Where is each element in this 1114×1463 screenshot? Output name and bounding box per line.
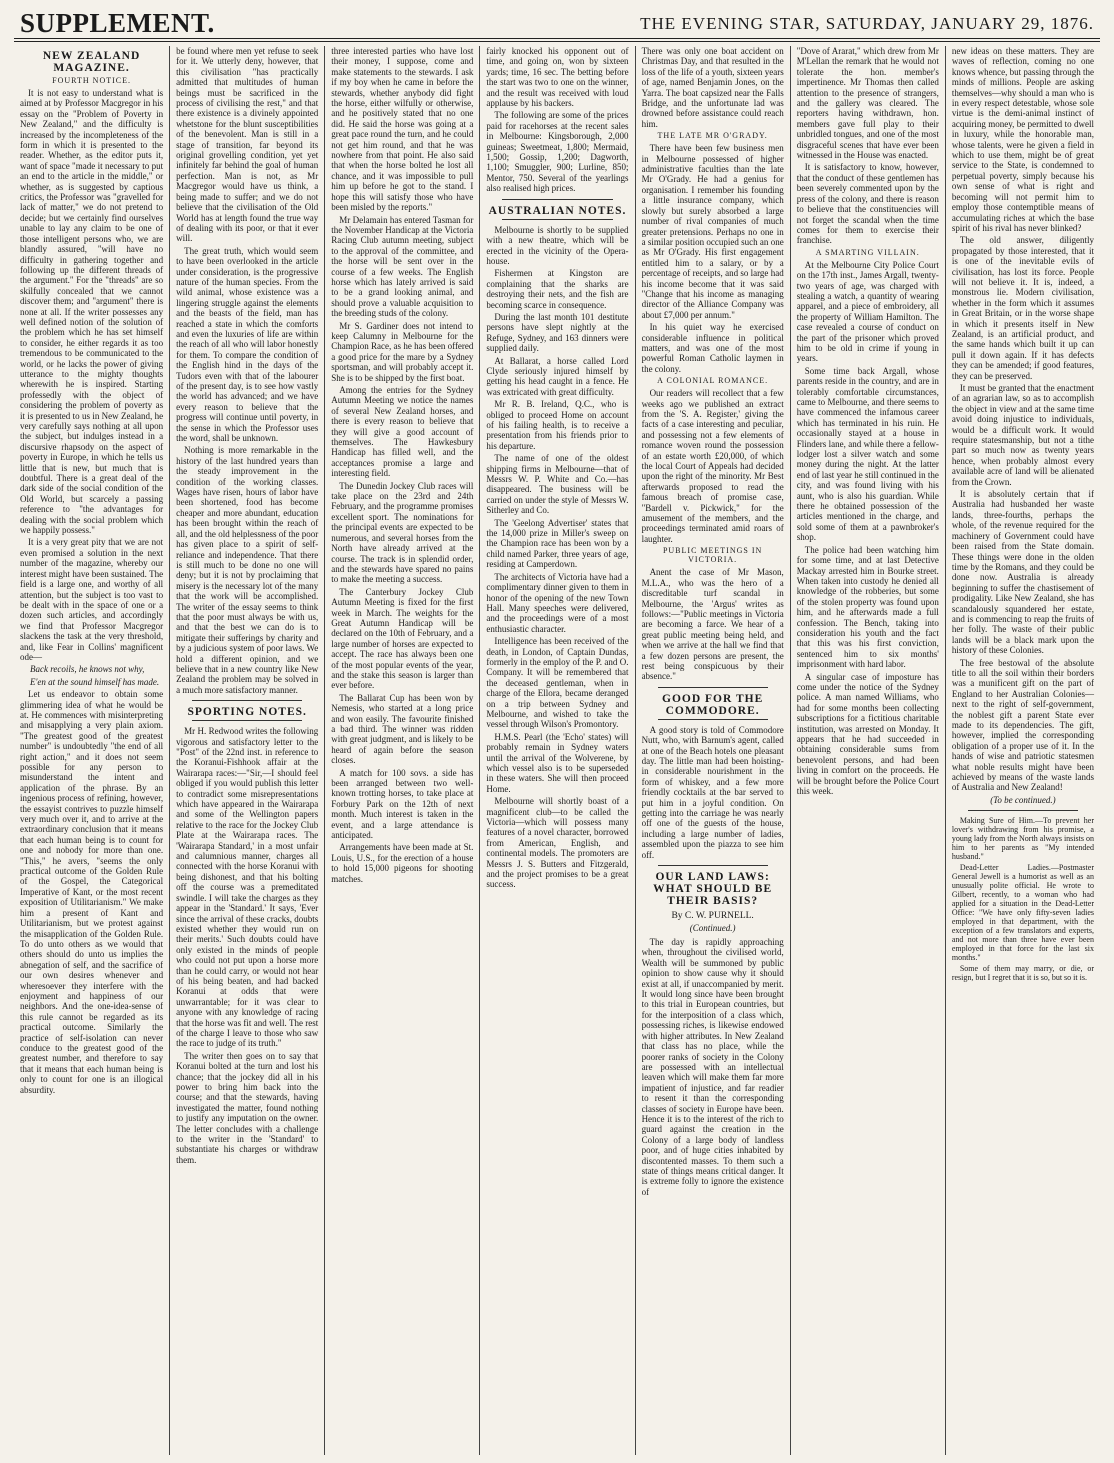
article-paragraph: H.M.S. Pearl (the 'Echo' states) will probably remain in Sydney waters until the arrival of the Wolverene, by which vessel also is to be superseded in these waters. She will then proceed Home.	[486, 731, 629, 794]
section-divider	[192, 720, 302, 721]
article-paragraph: The police had been watching him for some time, and at last Detective Mackay arrested him in Bourke street. When taken into custody he denied all knowledge of the robberies, but some of the stolen property was found upon him, and he afterwards made a full confession. The Bench, taking into consideration his youth and the fact that this was his first conviction, sentenced him to six months' imprisonment with hard labor.	[796, 544, 939, 670]
column-2	[169, 46, 324, 1455]
article-paragraph: Melbourne is shortly to be supplied with a new theatre, which will be erected in the vicinity of the Opera-house.	[486, 224, 629, 266]
article-paragraph: Mr H. Redwood writes the following vigorous and satisfactory letter to the "Post" of the 22nd inst. in reference to the Koranui-Fishhook affair at the Wairarapa races:—"Sir,—I should feel obliged if you would publish this letter to contradict some misrepresentations which have appeared in the Wairarapa and some of the Wellington papers relative to the race for the Jockey Club Plate at the Wairarapa races. The 'Wairarapa Standard,' in a most unfair and calumnious manner, charges all connected with the horse Koranui with being dishonest, and that his bolting off the course was a premeditated swindle. I will take the charges as they appear in the 'Standard.' It says, 'Ever since the arrival of these cracks, doubts existed whether they would run on their merits.' Such doubts could have only existed in the minds of people who could not put upon a horse more than he could carry, or would not hear of his being beaten, and had backed Koranui at odds that were unwarrantable; for it was clear to anyone with any knowledge of racing that the horse was fit and well. The rest of the charge I leave to those who saw the race to judge of its truth."	[176, 726, 319, 1049]
article-paragraph: During the last month 101 destitute persons have slept nightly at the Refuge, Sydney, and 163 dinners were supplied daily.	[486, 311, 629, 354]
article-paragraph: Melbourne will shortly boast of a magnificent club—to be called the Victoria—which will possess many features of a novel character, borrowed from American, English, and continental models. The promoters are Messrs J. S. Butters and Fitzgerald, and the project promises to be a great success.	[486, 796, 629, 890]
article-subheading: THE LATE MR O'GRADY.	[657, 131, 768, 141]
short-paragraph: Dead-Letter Ladies.—Postmaster General Jewell is a humorist as well as an unusually polite official. He wrote to Gilbert, recently, to a woman who had applied for a situation in the Dead-Letter Office: "We have only fifty-seven ladies employed in that department, with the exception of a few translators and experts, and not more than three have ever been employed in that force for the last six months."	[951, 862, 1094, 962]
section-divider	[658, 865, 768, 866]
newspaper-columns	[14, 46, 1100, 1455]
article-paragraph: Mr S. Gardiner does not intend to keep Calumny in Melbourne for the Champion Race, as he has been offered a good price for the mare by a Sydney sportsman, and will probably accept it. She is to be shipped by the first boat.	[331, 320, 474, 383]
article-paragraph: The name of one of the oldest shipping firms in Melbourne—that of Messrs W. P. White and Co.—has disappeared. The business will be carried on under the style of Messrs W. Sitherley and Co.	[486, 453, 629, 516]
verse-line: E'en at the sound himself has made.	[30, 676, 160, 687]
article-paragraph: Among the entries for the Sydney Autumn Meeting we notice the names of several New Zealand horses, and there is every reason to believe that they will give a good account of themselves. The Hawkesbury Handicap has filled well, and the acceptances promise a large and interesting field.	[331, 385, 474, 479]
article-paragraph: fairly knocked his opponent out of time, and going on, won by sixteen yards; time, 16 sec. The betting before the start was two to one on the winner, and the result was received with loud applause by his backers.	[486, 46, 629, 109]
article-paragraph: Anent the case of Mr Mason, M.L.A., who was the hero of a discreditable turf scandal in Melbourne, the 'Argus' writes as follows:—"Public meetings in Victoria are becoming a farce. We hear of a great public meeting being held, and when we arrive at the hall we find that a few dozen persons are present, the rest being conspicuous by their absence."	[641, 567, 784, 682]
article-subheading: PUBLIC MEETINGS IN VICTORIA.	[662, 546, 763, 565]
article-paragraph: There have been few business men in Melbourne possessed of higher administrative faculties than the late Mr O'Grady. He had a genius for organisation. I remember his founding a little insurance company, which slowly but surely absorbed a large number of rival companies of much greater pretensions. Perhaps no one in a similar position occupied such an one as Mr O'Grady. His first engagement entitled him to a salary, or by a percentage of receipts, and so large had his income become that it was said "Change that his income as managing director of the Alliance Company was about £7,000 per annum."	[641, 143, 784, 320]
article-paragraph: It is not easy to understand what is aimed at by Professor Macgregor in his essay on the "Problem of Poverty in New Zealand," and the difficulty is increased by the incompleteness of the form in which it is presented to the reader. Whether, as the editor puts it, want of space "made it necessary to put an end to the article in the middle," or whether, as is suggested by captious critics, the Professor was "gravelled for lack of matter," we do not pretend to decide; but we certainly find ourselves unable to lay any claim to be one of those intelligent persons who, we are blandly assured, "will have no difficulty in gathering together and following up the different threads of the argument." For the "threads" are so skilfully concealed that we cannot discover them; and "argument" there is none at all. If the writer possesses any well defined notion of the solution of the problem which he has set himself to consider, he either regards it as too tremendous to be communicated to the world, or he lacks the power of giving utterance to the mighty thoughts wherewith he is inspired. Starting professedly with the object of considering the problem of poverty as it is presented to us in New Zealand, he very carefully says nothing at all upon the subject, but indulges instead in a discursive rhapsody on the aspect of poverty in Europe, in which he tells us little that is new, but much that is doubtful. There is a great deal of the dark side of the social condition of the Old World, but scarcely a passing reference to "the advantages for dealing with the social problem which we happily possess."	[20, 88, 164, 536]
verse-line: Back recoils, he knows not why,	[30, 664, 145, 675]
article-heading: AUSTRALIAN NOTES.	[488, 204, 627, 217]
section-label: SUPPLEMENT.	[20, 8, 215, 38]
section-divider	[192, 700, 302, 701]
article-paragraph: The following are some of the prices paid for racehorses at the recent sales in Melbourne: Kingsborough, 2,000 guineas; Sweetmeat, 1,800; Mermaid, 1,500; Gossip, 1,200; Dagworth, 1,100; Smuggler, 900; Lurline, 850; Mentor, 750. Several of the yearlings also realised high prices.	[486, 110, 629, 194]
article-paragraph: Arrangements have been made at St. Louis, U.S., for the erection of a house to hold 15,000 pigeons for shooting matches.	[331, 842, 474, 884]
article-paragraph: It is a very great pity that we are not even promised a solution in the next number of the magazine, whereby our interest might have been sustained. The field is a large one, and worthy of all attention, but the subject is too vast to be dealt with in the space of one or a dozen such articles, and accordingly we find that Professor Macgregor slackens the task at the very threshold, and, like Fear in Collins' magnificent ode—	[20, 537, 164, 662]
article-paragraph: The Dunedin Jockey Club races will take place on the 23rd and 24th February, and the programme promises excellent sport. The nominations for the principal events are expected to be numerous, and several horses from the North have already arrived at the course. The track is in splendid order, and the stewards have spared no pains to make the meeting a success.	[331, 480, 474, 585]
article-subheading: A SMARTING VILLAIN.	[815, 247, 920, 257]
article-paragraph: In his quiet way he exercised considerable influence in political matters, and was one of the most powerful Roman Catholic laymen in the colony.	[641, 322, 784, 374]
section-divider	[968, 810, 1078, 811]
article-paragraph: Our readers will recollect that a few weeks ago we published an extract from the 'S. A. Register,' giving the facts of a case interesting and peculiar, and possessing not a few elements of romance woven round the possession of an estate worth £20,000, of which the local Court of Appeals had decided upon the right of the minority. Mr Best afterwards proposed to read the famous breach of promise case, "Bardell v. Pickwick," for the amusement of the members, and the proceedings terminated amid roars of laughter.	[641, 388, 784, 544]
article-paragraph: A good story is told of Commodore Nutt, who, with Barnum's agent, called at one of the Beach hotels one pleasant day. The little man had been hoisting-in considerable nourishment in the form of whiskey, and a few more friendly cocktails at the bar served to put him in a joyful condition. On getting into the carriage he was nearly off one of the guests of the house, including a large number of ladies, assembled upon the piazza to see him off.	[641, 724, 784, 860]
article-paragraph: be found where men yet refuse to seek for it. We utterly deny, however, that this civilisation "has practically admitted that multitudes of human beings must be sacrificed in the process of civilising the rest," and that there existence is a divinely appointed whetstone for the blunt susceptibilities of the benevolent. Man is still in a stage of transition, far beyond its original grovelling condition, yet yet infinitely far behind the goal of human perfection. Man is not, as Mr Macgregor would have us think, a being made to suffer; and we do not believe that the civilisation of the Old World has at length found the true way of dealing with its poor, or that it ever will.	[176, 46, 319, 244]
section-divider	[502, 219, 612, 220]
section-divider	[658, 687, 768, 688]
article-paragraph: "Dove of Ararat," which drew from Mr M'Lellan the remark that he would not tolerate the hon. member's impertinence. Mr Thomas then called attention to the presence of strangers, and the gallery was cleared. The reporters having withdrawn, hon. members gave full play to their unbridled tongues, and one of the most disgraceful scenes that have ever been witnessed in the House was enacted.	[796, 46, 939, 161]
article-subheading: FOURTH NOTICE.	[52, 76, 131, 85]
article-paragraph: Intelligence has been received of the death, in London, of Captain Dundas, formerly in the employ of the P. and O. Company. It will be remembered that the deceased gentleman, when in charge of the Ellora, became deranged on a trip between Sydney and Melbourne, and wished to take the vessel through Wilson's Promontory.	[486, 636, 629, 730]
byline: By C. W. PURNELL.	[671, 911, 754, 922]
article-paragraph: At the Melbourne City Police Court on the 17th inst., James Argall, twenty-two years of age, was charged with stealing a watch, a quantity of wearing apparel, and a piece of embroidery, all the property of William Hamilton. The case revealed a course of conduct on the part of the prisoner which proved him to be old in crime if young in years.	[796, 259, 939, 364]
column-3	[324, 46, 479, 1455]
article-paragraph: At Ballarat, a horse called Lord Clyde seriously injured himself by getting his head caught in a fence. He was extricated with great difficulty.	[486, 355, 629, 397]
column-7	[945, 46, 1100, 1455]
column-1	[14, 46, 169, 1455]
column-5	[635, 46, 790, 1455]
article-paragraph: Mr Delamain has entered Tasman for the November Handicap at the Victoria Racing Club autumn meeting, subject to the approval of the committee, and the horse will be sent over in the course of a few weeks. The English horse which has lately arrived is said to be a grand looking animal, and should prove a valuable acquisition to the breeding studs of the colony.	[331, 214, 474, 319]
article-paragraph: Some time back Argall, whose parents reside in the country, and are in tolerably comfortable circumstances, came to Melbourne, and there seems to have commenced the infamous career which has terminated in his ruin. He occasionally stayed at a house in Flinders lane, and while there a fellow-lodger lost a silver watch and some money during the night. At the latter end of last year he still continued in the city, and was found living with his aunt, who is also his guardian. While there he obtained possession of the articles mentioned in the charge, and sold some of them at a pawnbroker's shop.	[796, 365, 939, 543]
article-paragraph: It must be granted that the enactment of an agrarian law, so as to accomplish the object in view and at the same time avoid doing injustice to individuals, would be a difficult work. It would require statesmanship, but not a tithe part so much now as twenty years hence, when probably almost every available acre of land will be alienated from the Crown.	[951, 383, 1094, 487]
article-subheading: A COLONIAL ROMANCE.	[657, 376, 769, 386]
article-heading: SPORTING NOTES.	[187, 706, 307, 719]
article-paragraph: The great truth, which would seem to have been overlooked in the article under consideration, is the progressive nature of the human species. From the wild animal, whose existence was a lingering struggle against the elements and the beasts of the field, man has reached a state in which the comforts and even the luxuries of life are within the reach of all who will labor honestly for them. To compare the condition of the English hind in the days of the Tudors even with that of the labourer of the present day, is to see how vastly the world has advanced; and we have every reason to believe that the progress will continue until poverty, in the sense in which the Professor uses the word, shall be unknown.	[176, 245, 319, 444]
short-paragraph: Some of them may marry, or die, or resign, but I regret that it is so, but so it is.	[951, 963, 1094, 982]
article-paragraph: Nothing is more remarkable in the history of the last hundred years than the steady improvement in the condition of the working classes. Wages have risen, hours of labor have been shortened, food has become cheaper and more abundant, education has been brought within the reach of all, and the old helplessness of the poor has given place to a spirit of self-reliance and independence. That there is still much to be done no one will deny; but it is not by proclaiming that misery is the necessary lot of the many that the work will be accomplished. The writer of the essay seems to think that the poor must always be with us, and that the best we can do is to mitigate their sufferings by charity and by a judicious system of poor laws. We hold a different opinion, and we believe that in a new country like New Zealand the problem may be solved in a much more satisfactory manner.	[176, 445, 319, 695]
section-divider	[502, 199, 612, 200]
article-paragraph: The Canterbury Jockey Club Autumn Meeting is fixed for the first week in March. The weights for the Great Autumn Handicap will be declared on the 10th of February, and a large number of horses are expected to accept. The race has always been one of the most popular events of the year, and the stake this season is larger than ever before.	[331, 586, 474, 691]
article-paragraph: Let us endeavor to obtain some glimmering idea of what he would be at. He commences with misinterpreting and misapplying a very plain axiom. "The greatest good of the greatest number" is undoubtedly "the end of all right action," and it does not seem possible for any person to misunderstand the intent and application of the phrase. By an ingenious process of refining, however, the essayist contrives to puzzle himself very much over it, and to arrive at the extraordinary conclusion that it means that each human being is to count for one and nobody for more than one. "This," he avers, "seems the only practical outcome of the Golden Rule of the Gospel, the Categorical Imperative of Kant, or the most recent exposition of Utilitarianism." We make him a present of Kant and Utilitarianism, but we protest against the misapplication of the Golden Rule. To do unto others as we would that others should do unto us implies the abnegation of self, and the sacrifice of our own desires whenever and wheresoever they interfere with the enjoyment and happiness of our neighbors. And the one-idea-sense of this rule cannot be regarded as its practical outcome. Similarly the practice of self-isolation can never conduce to the greatest good of the greatest number, and therefore to say that it means that each human being is only to count for one is an illogical absurdity.	[20, 689, 164, 1095]
article-paragraph: The old answer, diligently propagated by those interested, that it is one of the inevitable evils of civilisation, has lost its force. People will not believe it. It is, indeed, a monstrous lie. Modern civilisation, whether in the form which it assumes in Great Britain, or in the worse shape in which it presents itself in New Zealand, is an artificial product, and the same hands which built it up can pull it down again. If it has defects they can be amended; if good features, they can be preserved.	[951, 235, 1094, 381]
newspaper-title-date: THE EVENING STAR, SATURDAY, JANUARY 29, 1876.	[640, 14, 1094, 33]
article-paragraph: Fishermen at Kingston are complaining that the sharks are destroying their nets, and the fish are becoming scarce in consequence.	[486, 268, 629, 310]
article-paragraph: three interested parties who have lost their money, I suppose, come and make statements to the stewards. I ask if my boy when he came in before the stewards, whether anybody did fight the horse, either wilfully or otherwise, and he positively stated that no one did. He said the horse was going at a great pace round the turn, and he could not get him round, and that he was nowhere from that point. He also said that when the horse bolted he lost all chance, and it was impossible to pull him up before he got to the stand. I hope this will satisfy those who have been misled by the reports."	[331, 46, 474, 213]
article-paragraph: There was only one boat accident on Christmas Day, and that resulted in the loss of the life of a youth, sixteen years of age, named Benjamin Jones, on the Yarra. The boat capsized near the Falls Bridge, and the unfortunate lad was drowned before assistance could reach him.	[641, 46, 784, 129]
article-paragraph: Mr R. B. Ireland, Q.C., who is obliged to proceed Home on account of his failing health, is to receive a presentation from his friends prior to his departure.	[486, 399, 629, 451]
article-paragraph: The 'Geelong Advertiser' states that the 14,000 prize in Miller's sweep on the Champion race has been won by a child named Parker, three years of age, residing at Camperdown.	[486, 517, 629, 570]
article-heading: NEW ZEALAND MAGAZINE.	[42, 50, 141, 74]
article-paragraph: The free bestowal of the absolute title to all the soil within their borders was a munificent gift on the part of England to her Australian Colonies—next to the right of self-government, the noblest gift a parent State ever made to its dependencies. The gift, however, implied the corresponding obligation of a proper use of it. In the hands of wise and patriotic statesmen what noble results might have been achieved by means of the waste lands of Australia and New Zealand!	[951, 657, 1094, 793]
short-paragraphs	[952, 816, 1094, 1455]
continued-note: (To be continued.)	[990, 794, 1056, 805]
article-heading: GOOD FOR THE COMMODORE.	[662, 692, 764, 717]
column-4	[479, 46, 634, 1455]
article-paragraph: The day is rapidly approaching when, throughout the civilised world, Wealth will be summoned by public opinion to show cause why it should exist at all, if unaccompanied by merit. It would long since have been brought to this trial in European countries, but for the interposition of a class which, possessing riches, is likewise endowed with higher attributes. In New Zealand that class has no place, while the poorer ranks of society in the Colony are possessed with an intellectual leaven which will make them far more impatient of injustice, and far readier to resent it than the corresponding classes of society in Europe have been. Hence it is to the interest of the rich to guard against the creation in the Colony of a large body of landless poor, and of huge cities inhabited by discontented masses. To them such a state of things means critical danger. It is extreme folly to ignore the existence of	[641, 937, 784, 1197]
article-paragraph: It is satisfactory to know, however, that the conduct of these gentlemen has been severely commented upon by the press of the colony, and there is reason to believe that the constituencies will not forget the scandal when the time comes for them to exercise their franchise.	[796, 162, 939, 246]
short-paragraph: Making Sure of Him.—To prevent her lover's withdrawing from his promise, a young lady from the North always insists on him to her parents as "My intended husband."	[951, 815, 1094, 861]
masthead-rule-thin	[14, 41, 1100, 42]
article-heading: OUR LAND LAWS: WHAT SHOULD BE THEIR BASIS?	[653, 871, 773, 908]
article-paragraph: It is absolutely certain that if Australia had husbanded her waste lands, three-fourths, perhaps the whole, of the revenue required for the machinery of Government could have been raised from the State domain. These things were done in the olden time by the Romans, and they could be done now. Australia is already beginning to suffer the chastisement of prodigality. Like New Zealand, she has scandalously squandered her estate, and is commencing to reap the fruits of her folly. The waste of their public lands will be a black mark upon the history of these Colonies.	[951, 489, 1094, 656]
article-paragraph: new ideas on these matters. They are waves of reflection, coming no one knows whence, but passing through the minds of millions. People are asking themselves—why should a man who is in every respect detestable, whose sole virtue is the demi-animal instinct of acquiring money, be permitted to dwell in luxury, while the honorable man, whose talents, were he given a field in which to use them, might be of great service to the State, is condemned to perpetual poverty, simply because his own sense of what is right and becoming will not permit him to employ those contemptible means of accumulating riches at which the base spirit of his rival has never blinked?	[951, 46, 1094, 233]
section-divider	[658, 719, 768, 720]
article-paragraph: The architects of Victoria have had a complimentary dinner given to them in honor of the opening of the new Town Hall. Many speeches were delivered, and the proceedings were of a most enthusiastic character.	[486, 571, 629, 634]
article-paragraph: The writer then goes on to say that Koranui bolted at the turn and lost his chance; that the jockey did all in his power to bring him back into the course; and that the stewards, having investigated the matter, found nothing to justify any imputation on the owner. The letter concludes with a challenge to the writer in the 'Standard' to substantiate his charges or withdraw them.	[176, 1050, 319, 1165]
masthead-rule	[14, 38, 1100, 39]
column-6	[790, 46, 945, 1455]
article-paragraph: The Ballarat Cup has been won by Nemesis, who started at a long price and won easily. The favourite finished a bad third. The winner was ridden with great judgment, and is likely to be heard of again before the season closes.	[331, 692, 474, 766]
article-paragraph: A match for 100 sovs. a side has been arranged between two well-known trotting horses, to take place at Forbury Park on the 12th of next month. Much interest is taken in the event, and a large attendance is anticipated.	[331, 767, 474, 841]
masthead	[14, 6, 1100, 40]
article-paragraph: A singular case of imposture has come under the notice of the Sydney police. A man named Williams, who had for some months been collecting subscriptions for a fictitious charitable institution, was arrested on Monday. It appears that he had succeeded in obtaining considerable sums from benevolent persons, and had been living in comfort on the proceeds. He will be brought before the Police Court this week.	[796, 671, 939, 797]
continued-note: (Continued.)	[689, 923, 736, 934]
